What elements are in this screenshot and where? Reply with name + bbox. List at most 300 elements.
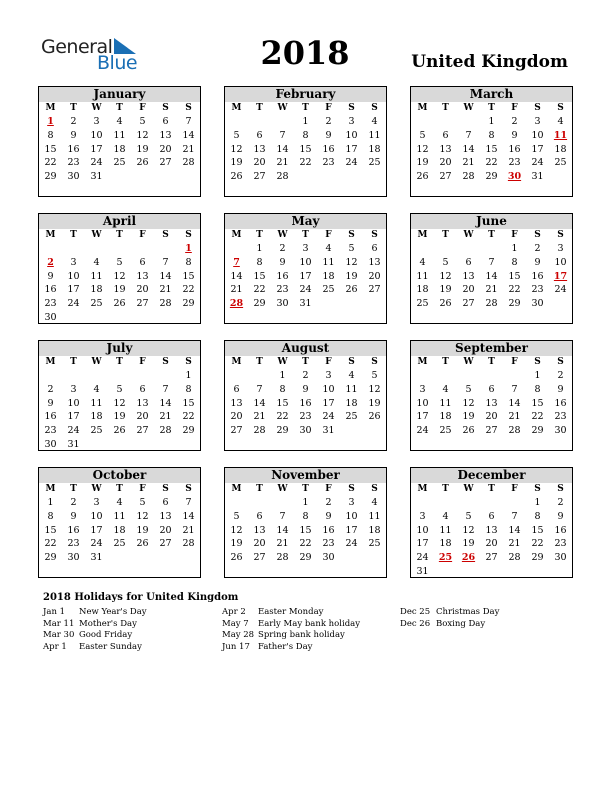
date-cell: 4: [93, 256, 100, 268]
weekday-label: M: [45, 103, 56, 113]
empty-date-cell: [225, 496, 248, 510]
date-cell: 13: [485, 524, 498, 536]
date-cell: 15: [182, 397, 195, 409]
date-cell: 5: [233, 129, 240, 141]
date-cell: 26: [230, 171, 243, 183]
weekday-label: M: [231, 230, 242, 240]
empty-date-cell: [85, 438, 108, 452]
weekday-label: T: [70, 357, 77, 367]
month-february: [224, 86, 387, 197]
date-cell: 27: [136, 298, 149, 310]
date-cell: 16: [276, 270, 289, 282]
date-cell: 12: [462, 397, 475, 409]
date-cell: 24: [67, 425, 80, 437]
week-row: [411, 524, 572, 538]
week-row: [411, 397, 572, 411]
weekday-label: S: [185, 103, 192, 113]
empty-date-cell: [434, 115, 457, 129]
weekday-label: S: [348, 103, 355, 113]
weekday-label: T: [116, 484, 123, 494]
date-cell: 13: [462, 270, 475, 282]
date-cell: 14: [508, 397, 521, 409]
date-cell: 27: [159, 157, 172, 169]
week-row: [411, 283, 572, 297]
holiday-date-cell: 7: [233, 256, 240, 268]
holiday-date: Apr 2: [222, 607, 246, 617]
holiday-name: Christmas Day: [436, 607, 500, 617]
date-cell: 29: [531, 425, 544, 437]
week-row: [225, 156, 386, 170]
holiday-date: Dec 26: [400, 618, 431, 629]
week-row: [39, 551, 200, 565]
weekday-label: F: [511, 484, 518, 494]
week-row: [225, 537, 386, 551]
holiday-date: May 28: [222, 630, 255, 640]
date-cell: 17: [322, 397, 335, 409]
date-cell: 27: [159, 538, 172, 550]
week-row: [411, 242, 572, 256]
date-cell: 12: [136, 129, 149, 141]
month-title: July: [39, 341, 200, 356]
date-cell: 8: [47, 510, 54, 522]
date-cell: 27: [439, 171, 452, 183]
date-cell: 6: [488, 383, 495, 395]
holiday-date-cell: 26: [461, 552, 476, 564]
date-cell: 1: [279, 370, 286, 381]
date-cell: 20: [136, 411, 149, 423]
week-row: [39, 496, 200, 510]
weekday-label: W: [277, 103, 288, 113]
weekday-label: W: [91, 230, 102, 240]
date-cell: 13: [253, 143, 266, 155]
date-cell: 28: [276, 171, 289, 183]
holiday-name: Boxing Day: [436, 618, 486, 629]
empty-date-cell: [363, 297, 386, 311]
holiday-entry: [400, 607, 499, 619]
week-row: [411, 129, 572, 143]
date-cell: 9: [47, 270, 54, 282]
empty-date-cell: [480, 565, 503, 579]
date-cell: 8: [47, 129, 54, 141]
date-cell: 11: [113, 129, 126, 141]
weekday-header: [39, 229, 200, 242]
date-cell: 8: [279, 383, 286, 395]
empty-date-cell: [480, 242, 503, 256]
date-cell: 19: [462, 538, 475, 550]
date-cell: 28: [508, 425, 521, 437]
date-cell: 22: [182, 411, 195, 423]
date-cell: 25: [368, 538, 381, 550]
date-cell: 23: [44, 298, 57, 310]
date-cell: 5: [371, 370, 378, 381]
empty-date-cell: [225, 369, 248, 383]
date-cell: 9: [534, 256, 541, 268]
week-row: [39, 129, 200, 143]
week-row: [39, 297, 200, 311]
date-cell: 23: [322, 157, 335, 169]
date-cell: 19: [230, 157, 243, 169]
weekday-label: S: [557, 103, 564, 113]
date-cell: 3: [419, 383, 426, 395]
empty-date-cell: [434, 369, 457, 383]
date-cell: 1: [511, 243, 518, 254]
weekday-label: F: [139, 484, 146, 494]
date-cell: 1: [185, 370, 192, 381]
empty-date-cell: [457, 496, 480, 510]
weekday-header: [39, 483, 200, 496]
empty-date-cell: [108, 170, 131, 184]
date-cell: 9: [302, 383, 309, 395]
holiday-name: Early May bank holiday: [258, 618, 361, 629]
date-cell: 23: [67, 538, 80, 550]
holiday-date: May 7: [222, 618, 249, 629]
date-cell: 5: [465, 510, 472, 522]
date-cell: 11: [113, 510, 126, 522]
date-cell: 2: [325, 116, 332, 127]
date-cell: 7: [185, 497, 192, 508]
date-cell: 15: [276, 397, 289, 409]
date-cell: 11: [90, 270, 103, 282]
date-cell: 9: [70, 510, 77, 522]
date-cell: 17: [299, 270, 312, 282]
empty-date-cell: [177, 311, 200, 325]
date-cell: 18: [439, 411, 452, 423]
date-cell: 31: [299, 298, 312, 310]
date-cell: 21: [485, 284, 498, 296]
date-cell: 24: [67, 298, 80, 310]
date-cell: 30: [44, 311, 57, 323]
date-cell: 2: [534, 243, 541, 254]
date-cell: 12: [462, 524, 475, 536]
date-cell: 6: [371, 243, 378, 254]
date-cell: 20: [368, 270, 381, 282]
weekday-label: S: [348, 484, 355, 494]
empty-date-cell: [108, 438, 131, 452]
date-cell: 30: [554, 425, 567, 437]
week-row: [411, 510, 572, 524]
empty-date-cell: [503, 369, 526, 383]
date-cell: 22: [485, 157, 498, 169]
empty-date-cell: [108, 242, 131, 256]
date-cell: 30: [67, 552, 80, 564]
date-cell: 19: [136, 143, 149, 155]
date-cell: 2: [325, 497, 332, 508]
date-cell: 18: [439, 538, 452, 550]
empty-date-cell: [177, 438, 200, 452]
date-cell: 13: [136, 397, 149, 409]
date-cell: 19: [345, 270, 358, 282]
weekday-label: S: [371, 103, 378, 113]
week-row: [39, 170, 200, 184]
date-cell: 8: [488, 129, 495, 141]
weekday-label: W: [463, 484, 474, 494]
date-cell: 17: [345, 143, 358, 155]
date-cell: 23: [299, 411, 312, 423]
logo-text-general: General: [41, 36, 113, 58]
week-row: [225, 410, 386, 424]
date-cell: 28: [253, 425, 266, 437]
date-cell: 28: [485, 298, 498, 310]
week-row: [411, 270, 572, 284]
date-cell: 12: [345, 256, 358, 268]
date-cell: 24: [345, 538, 358, 550]
weekday-label: W: [91, 357, 102, 367]
date-cell: 16: [67, 143, 80, 155]
week-row: [39, 410, 200, 424]
weekday-label: W: [91, 103, 102, 113]
weekday-label: T: [302, 484, 309, 494]
date-cell: 2: [70, 116, 77, 127]
date-cell: 12: [113, 397, 126, 409]
holidays-title: 2018 Holidays for United Kingdom: [43, 592, 239, 603]
holiday-name: Easter Monday: [258, 607, 324, 617]
date-cell: 23: [276, 284, 289, 296]
date-cell: 21: [508, 411, 521, 423]
date-cell: 15: [299, 143, 312, 155]
date-cell: 18: [368, 143, 381, 155]
date-cell: 18: [90, 411, 103, 423]
calendar-year: 2018: [260, 34, 350, 72]
date-cell: 13: [368, 256, 381, 268]
date-cell: 10: [531, 129, 544, 141]
weekday-label: M: [231, 103, 242, 113]
week-row: [411, 410, 572, 424]
date-cell: 19: [439, 284, 452, 296]
date-cell: 21: [508, 538, 521, 550]
date-cell: 26: [345, 284, 358, 296]
date-cell: 29: [508, 298, 521, 310]
date-cell: 18: [368, 524, 381, 536]
date-cell: 29: [44, 552, 57, 564]
weekday-header: [411, 483, 572, 496]
weekday-label: M: [417, 484, 428, 494]
date-cell: 9: [325, 129, 332, 141]
date-cell: 22: [299, 157, 312, 169]
week-row: [39, 270, 200, 284]
date-cell: 31: [90, 171, 103, 183]
week-row: [39, 256, 200, 270]
empty-date-cell: [62, 369, 85, 383]
date-cell: 14: [159, 270, 172, 282]
weekday-label: F: [325, 357, 332, 367]
week-row: [225, 297, 386, 311]
date-cell: 15: [182, 270, 195, 282]
date-cell: 21: [182, 524, 195, 536]
date-cell: 16: [531, 270, 544, 282]
date-cell: 12: [368, 383, 381, 395]
date-cell: 5: [419, 129, 426, 141]
weekday-label: T: [256, 357, 263, 367]
date-cell: 25: [345, 411, 358, 423]
week-row: [225, 424, 386, 438]
date-cell: 6: [233, 383, 240, 395]
date-cell: 31: [90, 552, 103, 564]
date-cell: 24: [531, 157, 544, 169]
weekday-label: F: [139, 103, 146, 113]
week-row: [225, 129, 386, 143]
empty-date-cell: [549, 170, 572, 184]
date-cell: 1: [534, 497, 541, 508]
date-cell: 7: [185, 116, 192, 127]
date-cell: 13: [136, 270, 149, 282]
date-cell: 13: [439, 143, 452, 155]
empty-date-cell: [131, 551, 154, 565]
date-cell: 6: [256, 510, 263, 522]
date-cell: 19: [113, 411, 126, 423]
date-cell: 26: [368, 411, 381, 423]
date-cell: 8: [256, 256, 263, 268]
date-cell: 11: [416, 270, 429, 282]
date-cell: 28: [182, 538, 195, 550]
holiday-entry: [222, 630, 360, 642]
date-cell: 9: [557, 383, 564, 395]
weekday-label: S: [162, 230, 169, 240]
empty-date-cell: [526, 565, 549, 579]
weekday-label: M: [417, 103, 428, 113]
date-cell: 20: [485, 411, 498, 423]
date-cell: 9: [557, 510, 564, 522]
date-cell: 12: [136, 510, 149, 522]
date-cell: 20: [159, 524, 172, 536]
empty-date-cell: [411, 369, 434, 383]
empty-date-cell: [363, 551, 386, 565]
date-cell: 17: [416, 411, 429, 423]
date-cell: 9: [47, 397, 54, 409]
week-row: [39, 369, 200, 383]
week-row: [39, 283, 200, 297]
month-january: [38, 86, 201, 197]
date-cell: 31: [67, 438, 80, 450]
weekday-label: M: [45, 230, 56, 240]
date-cell: 4: [442, 383, 449, 395]
date-cell: 25: [322, 284, 335, 296]
date-cell: 3: [70, 383, 77, 395]
date-cell: 4: [325, 243, 332, 254]
weekday-header: [411, 356, 572, 369]
weekday-label: T: [116, 103, 123, 113]
weekday-label: S: [185, 230, 192, 240]
date-cell: 18: [416, 284, 429, 296]
date-cell: 22: [253, 284, 266, 296]
date-cell: 20: [485, 538, 498, 550]
week-row: [39, 156, 200, 170]
date-cell: 8: [511, 256, 518, 268]
date-cell: 7: [279, 129, 286, 141]
date-cell: 16: [299, 397, 312, 409]
month-title: September: [411, 341, 572, 356]
date-cell: 20: [462, 284, 475, 296]
date-cell: 3: [93, 116, 100, 127]
date-cell: 19: [462, 411, 475, 423]
week-row: [411, 424, 572, 438]
date-cell: 21: [159, 284, 172, 296]
week-row: [225, 524, 386, 538]
weekday-label: T: [442, 357, 449, 367]
date-cell: 14: [276, 524, 289, 536]
date-cell: 6: [139, 256, 146, 268]
empty-date-cell: [317, 170, 340, 184]
date-cell: 4: [348, 370, 355, 381]
weekday-label: T: [442, 103, 449, 113]
weekday-label: F: [325, 103, 332, 113]
date-cell: 10: [67, 397, 80, 409]
date-cell: 4: [116, 497, 123, 508]
weekday-label: T: [442, 230, 449, 240]
date-cell: 10: [322, 383, 335, 395]
date-cell: 28: [159, 298, 172, 310]
date-cell: 2: [47, 383, 54, 395]
date-cell: 22: [531, 411, 544, 423]
empty-date-cell: [62, 242, 85, 256]
date-cell: 25: [90, 425, 103, 437]
date-cell: 13: [253, 524, 266, 536]
date-cell: 8: [185, 383, 192, 395]
country-name: United Kingdom: [411, 52, 568, 72]
date-cell: 23: [554, 411, 567, 423]
date-cell: 22: [508, 284, 521, 296]
weekday-label: F: [139, 230, 146, 240]
date-cell: 9: [325, 510, 332, 522]
month-july: [38, 340, 201, 451]
date-cell: 29: [485, 171, 498, 183]
empty-date-cell: [549, 297, 572, 311]
date-cell: 23: [44, 425, 57, 437]
month-march: [410, 86, 573, 197]
week-row: [225, 383, 386, 397]
date-cell: 13: [159, 129, 172, 141]
weekday-label: M: [45, 357, 56, 367]
empty-date-cell: [340, 297, 363, 311]
holiday-date: Mar 11: [43, 618, 75, 629]
date-cell: 28: [159, 425, 172, 437]
holiday-entry: [43, 630, 147, 642]
date-cell: 7: [511, 510, 518, 522]
weekday-label: M: [231, 484, 242, 494]
date-cell: 26: [230, 552, 243, 564]
weekday-label: T: [488, 230, 495, 240]
date-cell: 31: [531, 171, 544, 183]
date-cell: 26: [439, 298, 452, 310]
date-cell: 11: [322, 256, 335, 268]
week-row: [225, 397, 386, 411]
date-cell: 3: [419, 510, 426, 522]
holiday-name: Spring bank holiday: [258, 630, 345, 640]
empty-date-cell: [131, 242, 154, 256]
date-cell: 13: [230, 397, 243, 409]
date-cell: 14: [462, 143, 475, 155]
week-row: [39, 510, 200, 524]
weekday-label: S: [557, 484, 564, 494]
date-cell: 30: [276, 298, 289, 310]
empty-date-cell: [340, 424, 363, 438]
date-cell: 3: [534, 116, 541, 127]
weekday-header: [225, 483, 386, 496]
date-cell: 29: [299, 552, 312, 564]
weekday-label: S: [534, 103, 541, 113]
weekday-label: M: [417, 230, 428, 240]
holiday-name: Good Friday: [79, 630, 133, 640]
date-cell: 16: [44, 411, 57, 423]
date-cell: 16: [44, 284, 57, 296]
date-cell: 17: [345, 524, 358, 536]
month-april: [38, 213, 201, 324]
date-cell: 17: [531, 143, 544, 155]
date-cell: 27: [485, 425, 498, 437]
date-cell: 28: [462, 171, 475, 183]
date-cell: 4: [419, 256, 426, 268]
week-row: [225, 242, 386, 256]
date-cell: 15: [253, 270, 266, 282]
